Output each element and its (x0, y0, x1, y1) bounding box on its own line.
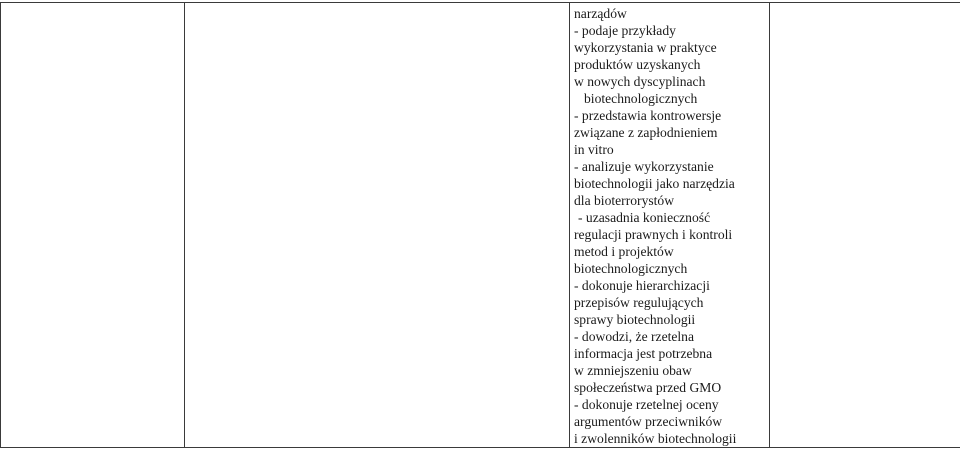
text-line: dla bioterrorystów (574, 193, 675, 208)
text-line: narządów (574, 6, 627, 21)
text-line: sprawy biotechnologii (574, 312, 696, 327)
table-row (1, 3, 960, 448)
text-line: i zwolenników biotechnologii (574, 431, 737, 446)
text-line: produktów uzyskanych (574, 57, 701, 72)
text-line: - podaje przykłady (574, 23, 676, 38)
table-cell-col-2 (185, 3, 570, 448)
cell-text-block (570, 3, 769, 447)
text-line: - dowodzi, że rzetelna (574, 329, 695, 344)
table-cell-col-3 (570, 3, 770, 448)
text-line: związane z zapłodnieniem (574, 125, 718, 140)
text-line: - analizuje wykorzystanie (574, 159, 714, 174)
text-line: w zmniejszeniu obaw (574, 363, 692, 378)
text-line: informacja jest potrzebna (574, 346, 713, 361)
text-line: - dokonuje rzetelnej oceny (574, 397, 719, 412)
text-line: - dokonuje hierarchizacji (574, 278, 710, 293)
text-line: - uzasadnia konieczność (578, 210, 711, 225)
text-line: w nowych dyscyplinach (574, 74, 706, 89)
text-line: społeczeństwa przed GMO (574, 380, 722, 395)
text-line: biotechnologicznych (574, 261, 688, 276)
table-cell-col-1 (1, 3, 185, 448)
text-line: argumentów przeciwników (574, 414, 723, 429)
table-cell-col-4 (770, 3, 960, 448)
text-line: przepisów regulujących (574, 295, 704, 310)
text-line: in vitro (574, 142, 614, 157)
text-line: biotechnologii jako narzędzia (574, 176, 735, 191)
text-line: wykorzystania w praktyce (574, 40, 717, 55)
text-line: regulacji prawnych i kontroli (574, 227, 733, 242)
text-line: metod i projektów (574, 244, 674, 259)
curriculum-table (0, 2, 960, 448)
text-line: - przedstawia kontrowersje (574, 108, 722, 123)
text-line: biotechnologicznych (584, 91, 698, 106)
